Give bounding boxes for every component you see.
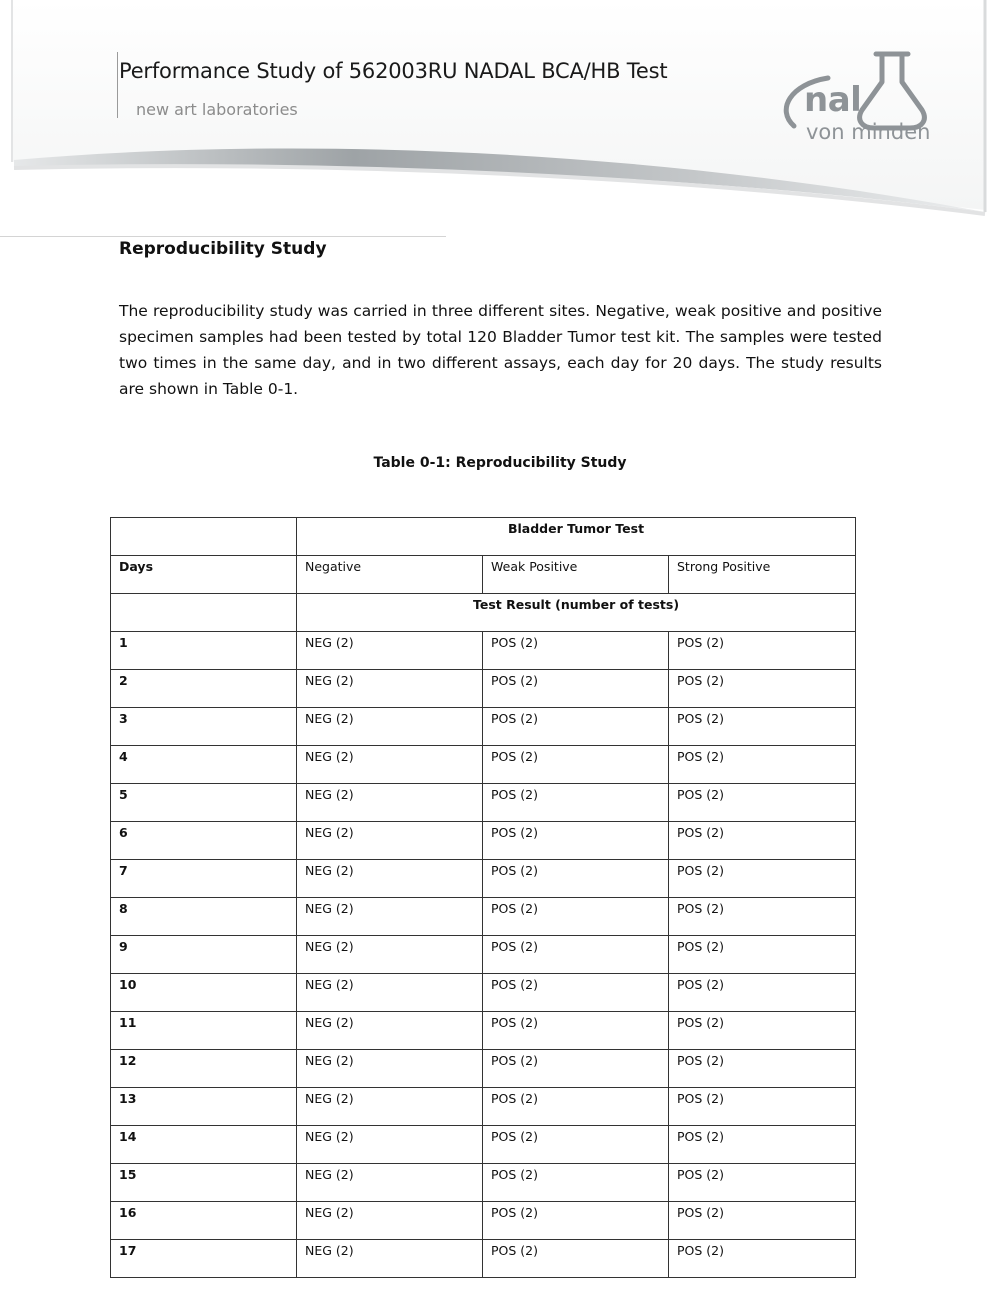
negative-cell: NEG (2) bbox=[297, 936, 483, 974]
column-header-weak-positive: Weak Positive bbox=[483, 556, 669, 594]
table-row bbox=[111, 860, 856, 898]
strong-positive-cell: POS (2) bbox=[669, 822, 856, 860]
strong-positive-cell: POS (2) bbox=[669, 708, 856, 746]
day-cell: 17 bbox=[111, 1240, 297, 1278]
negative-cell: NEG (2) bbox=[297, 822, 483, 860]
table-row bbox=[111, 974, 856, 1012]
strong-positive-cell: POS (2) bbox=[669, 1202, 856, 1240]
strong-positive-cell: POS (2) bbox=[669, 632, 856, 670]
empty-subheader-cell bbox=[111, 594, 297, 632]
strong-positive-cell: POS (2) bbox=[669, 1012, 856, 1050]
table-row bbox=[111, 936, 856, 974]
day-cell: 16 bbox=[111, 1202, 297, 1240]
reproducibility-table bbox=[110, 517, 856, 1278]
column-header-negative: Negative bbox=[297, 556, 483, 594]
table-row bbox=[111, 1240, 856, 1278]
negative-cell: NEG (2) bbox=[297, 746, 483, 784]
header-divider-line bbox=[117, 52, 118, 118]
table-header-row bbox=[111, 518, 856, 556]
weak-positive-cell: POS (2) bbox=[483, 822, 669, 860]
header-rule bbox=[0, 236, 446, 237]
weak-positive-cell: POS (2) bbox=[483, 898, 669, 936]
weak-positive-cell: POS (2) bbox=[483, 670, 669, 708]
negative-cell: NEG (2) bbox=[297, 670, 483, 708]
company-subtitle: new art laboratories bbox=[136, 100, 298, 119]
negative-cell: NEG (2) bbox=[297, 898, 483, 936]
logo-text-von-minden: von minden bbox=[806, 120, 931, 144]
strong-positive-cell: POS (2) bbox=[669, 898, 856, 936]
negative-cell: NEG (2) bbox=[297, 1126, 483, 1164]
empty-corner-cell bbox=[111, 518, 297, 556]
negative-cell: NEG (2) bbox=[297, 784, 483, 822]
test-result-subheader-cell: Test Result (number of tests) bbox=[297, 594, 856, 632]
table-row bbox=[111, 1088, 856, 1126]
day-cell: 7 bbox=[111, 860, 297, 898]
strong-positive-cell: POS (2) bbox=[669, 860, 856, 898]
table-row bbox=[111, 632, 856, 670]
strong-positive-cell: POS (2) bbox=[669, 1240, 856, 1278]
day-cell: 11 bbox=[111, 1012, 297, 1050]
negative-cell: NEG (2) bbox=[297, 1088, 483, 1126]
strong-positive-cell: POS (2) bbox=[669, 670, 856, 708]
weak-positive-cell: POS (2) bbox=[483, 632, 669, 670]
day-cell: 10 bbox=[111, 974, 297, 1012]
weak-positive-cell: POS (2) bbox=[483, 1126, 669, 1164]
weak-positive-cell: POS (2) bbox=[483, 1164, 669, 1202]
day-cell: 6 bbox=[111, 822, 297, 860]
days-header-cell: Days bbox=[111, 556, 297, 594]
day-cell: 5 bbox=[111, 784, 297, 822]
strong-positive-cell: POS (2) bbox=[669, 1050, 856, 1088]
strong-positive-cell: POS (2) bbox=[669, 936, 856, 974]
day-cell: 15 bbox=[111, 1164, 297, 1202]
weak-positive-cell: POS (2) bbox=[483, 708, 669, 746]
table-row bbox=[111, 670, 856, 708]
weak-positive-cell: POS (2) bbox=[483, 1202, 669, 1240]
weak-positive-cell: POS (2) bbox=[483, 860, 669, 898]
section-title: Reproducibility Study bbox=[119, 239, 327, 259]
document-title: Performance Study of 562003RU NADAL BCA/HB Test bbox=[119, 59, 668, 83]
day-cell: 14 bbox=[111, 1126, 297, 1164]
weak-positive-cell: POS (2) bbox=[483, 1050, 669, 1088]
subheader-row bbox=[111, 594, 856, 632]
table-row bbox=[111, 1202, 856, 1240]
table-row bbox=[111, 1012, 856, 1050]
strong-positive-cell: POS (2) bbox=[669, 746, 856, 784]
negative-cell: NEG (2) bbox=[297, 1012, 483, 1050]
weak-positive-cell: POS (2) bbox=[483, 1012, 669, 1050]
weak-positive-cell: POS (2) bbox=[483, 784, 669, 822]
section-body-text: The reproducibility study was carried in three different sites. Negative, weak positive and positive specimen samples had been tested by total 120 Bladder Tumor test kit. The samples were tested two times in the same day, and in two different assays, each day for 20 days. The study results are shown in Table 0-1. bbox=[119, 302, 882, 398]
table-row bbox=[111, 1126, 856, 1164]
day-cell: 4 bbox=[111, 746, 297, 784]
day-cell: 3 bbox=[111, 708, 297, 746]
table-row bbox=[111, 746, 856, 784]
negative-cell: NEG (2) bbox=[297, 1050, 483, 1088]
negative-cell: NEG (2) bbox=[297, 1240, 483, 1278]
day-cell: 13 bbox=[111, 1088, 297, 1126]
strong-positive-cell: POS (2) bbox=[669, 1164, 856, 1202]
table-row bbox=[111, 822, 856, 860]
negative-cell: NEG (2) bbox=[297, 974, 483, 1012]
weak-positive-cell: POS (2) bbox=[483, 746, 669, 784]
strong-positive-cell: POS (2) bbox=[669, 1126, 856, 1164]
group-header-cell: Bladder Tumor Test bbox=[297, 518, 856, 556]
table-row bbox=[111, 708, 856, 746]
day-cell: 12 bbox=[111, 1050, 297, 1088]
strong-positive-cell: POS (2) bbox=[669, 1088, 856, 1126]
logo-text-nal: nal bbox=[804, 80, 862, 120]
negative-cell: NEG (2) bbox=[297, 860, 483, 898]
strong-positive-cell: POS (2) bbox=[669, 974, 856, 1012]
column-header-strong-positive: Strong Positive bbox=[669, 556, 856, 594]
weak-positive-cell: POS (2) bbox=[483, 974, 669, 1012]
day-cell: 1 bbox=[111, 632, 297, 670]
negative-cell: NEG (2) bbox=[297, 1164, 483, 1202]
table-caption: Table 0-1: Reproducibility Study bbox=[373, 455, 627, 471]
negative-cell: NEG (2) bbox=[297, 708, 483, 746]
negative-cell: NEG (2) bbox=[297, 1202, 483, 1240]
weak-positive-cell: POS (2) bbox=[483, 936, 669, 974]
negative-cell: NEG (2) bbox=[297, 632, 483, 670]
strong-positive-cell: POS (2) bbox=[669, 784, 856, 822]
weak-positive-cell: POS (2) bbox=[483, 1088, 669, 1126]
table-row bbox=[111, 1164, 856, 1202]
day-cell: 9 bbox=[111, 936, 297, 974]
table-row bbox=[111, 898, 856, 936]
table-row bbox=[111, 1050, 856, 1088]
day-cell: 8 bbox=[111, 898, 297, 936]
column-header-row bbox=[111, 556, 856, 594]
table-row bbox=[111, 784, 856, 822]
weak-positive-cell: POS (2) bbox=[483, 1240, 669, 1278]
day-cell: 2 bbox=[111, 670, 297, 708]
